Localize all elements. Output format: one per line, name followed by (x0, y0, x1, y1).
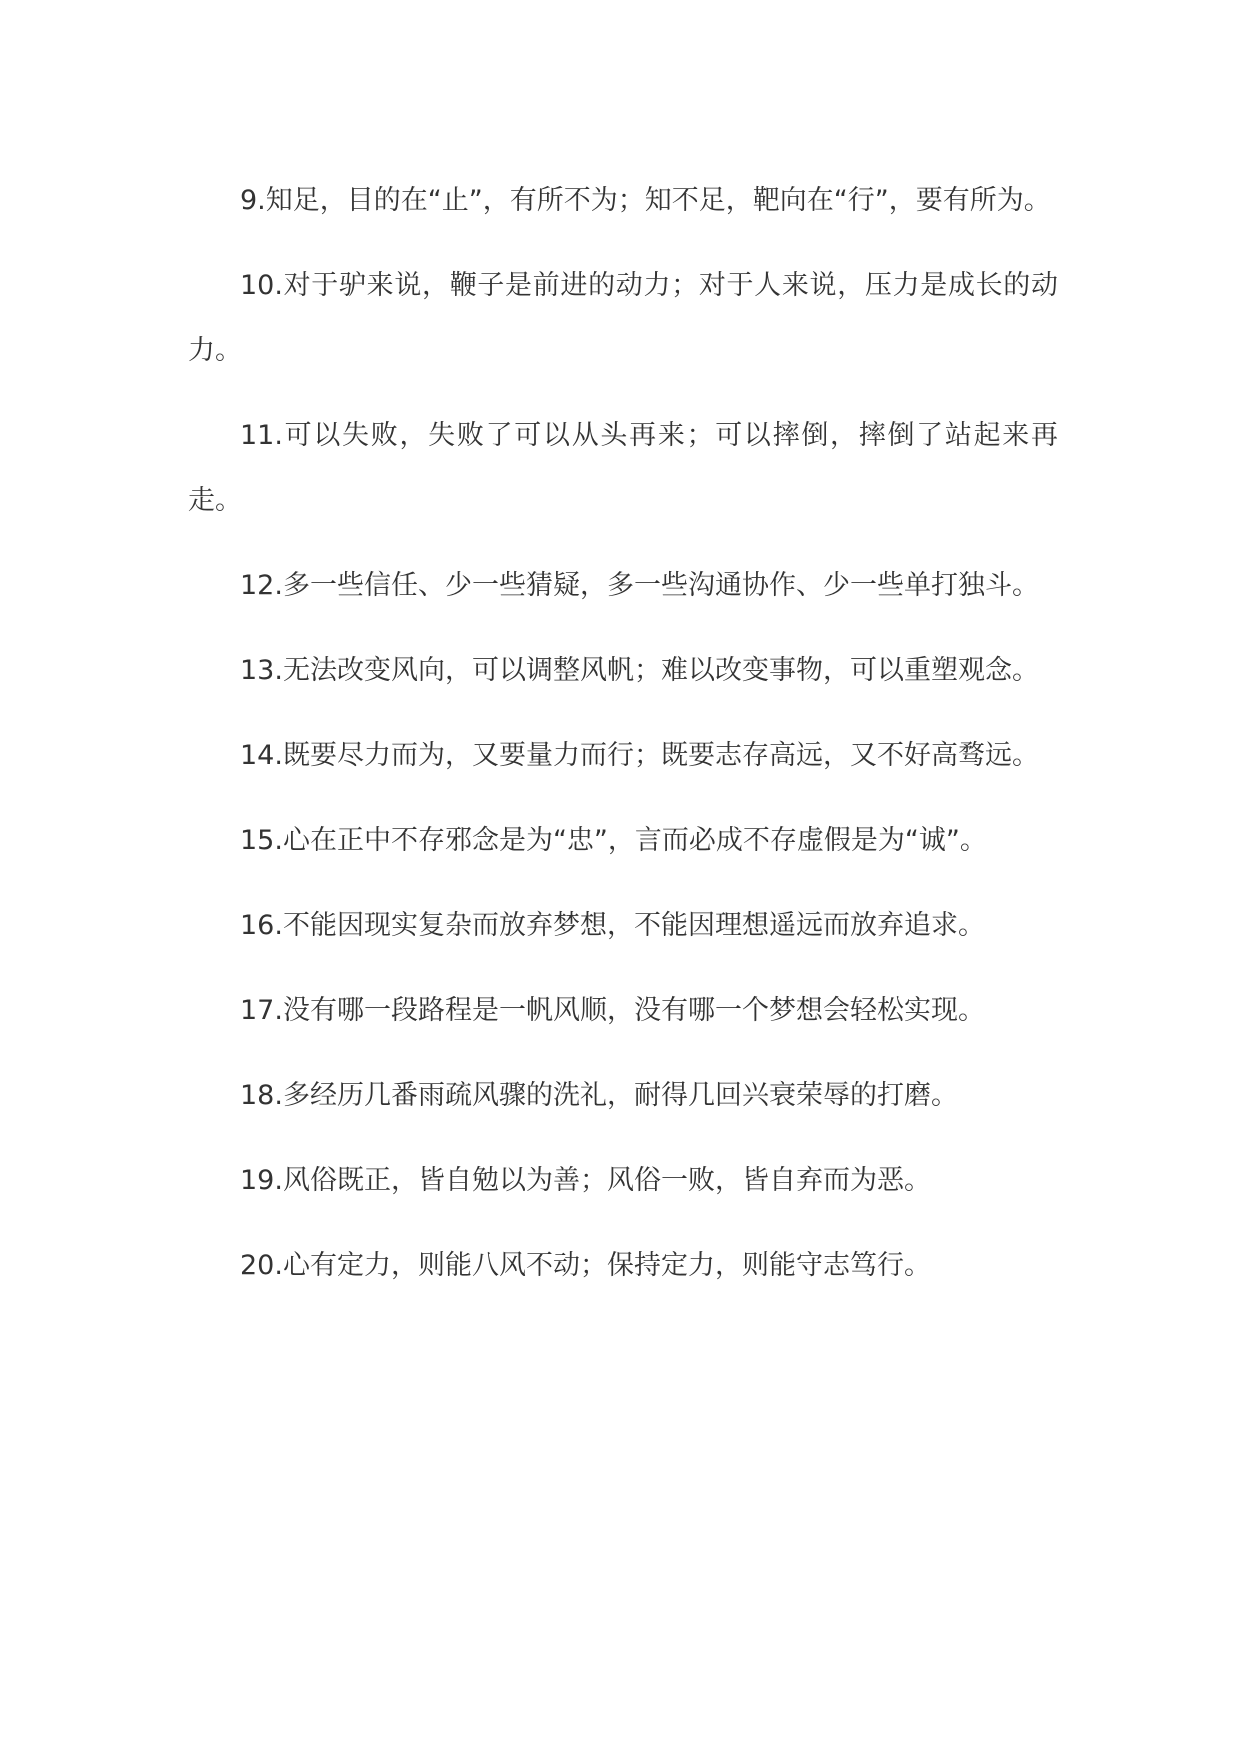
paragraph-11: 11.可以失败，失败了可以从头再来；可以摔倒，摔倒了站起来再走。 (188, 420, 1058, 516)
paragraph-18: 18.多经历几番雨疏风骤的洗礼，耐得几回兴衰荣辱的打磨。 (240, 1080, 958, 1111)
paragraph-20: 20.心有定力，则能八风不动；保持定力，则能守志笃行。 (240, 1250, 931, 1281)
paragraph-16: 16.不能因现实复杂而放弃梦想，不能因理想遥远而放弃追求。 (240, 910, 985, 941)
paragraph-14: 14.既要尽力而为，又要量力而行；既要志存高远，又不好高骛远。 (240, 740, 1039, 771)
document-body (188, 168, 1058, 1318)
paragraph-9: 9.知足，目的在“止”，有所不为；知不足，靶向在“行”，要有所为。 (240, 185, 1051, 216)
paragraph-15: 15.心在正中不存邪念是为“忠”，言而必成不存虚假是为“诚”。 (240, 825, 987, 856)
paragraph-13: 13.无法改变风向，可以调整风帆；难以改变事物，可以重塑观念。 (240, 655, 1039, 686)
paragraph-17: 17.没有哪一段路程是一帆风顺，没有哪一个梦想会轻松实现。 (240, 995, 985, 1026)
paragraph-10: 10.对于驴来说，鞭子是前进的动力；对于人来说，压力是成长的动力。 (188, 270, 1058, 366)
paragraph-12: 12.多一些信任、少一些猜疑，多一些沟通协作、少一些单打独斗。 (240, 570, 1039, 601)
paragraph-19: 19.风俗既正，皆自勉以为善；风俗一败，皆自弃而为恶。 (240, 1165, 931, 1196)
